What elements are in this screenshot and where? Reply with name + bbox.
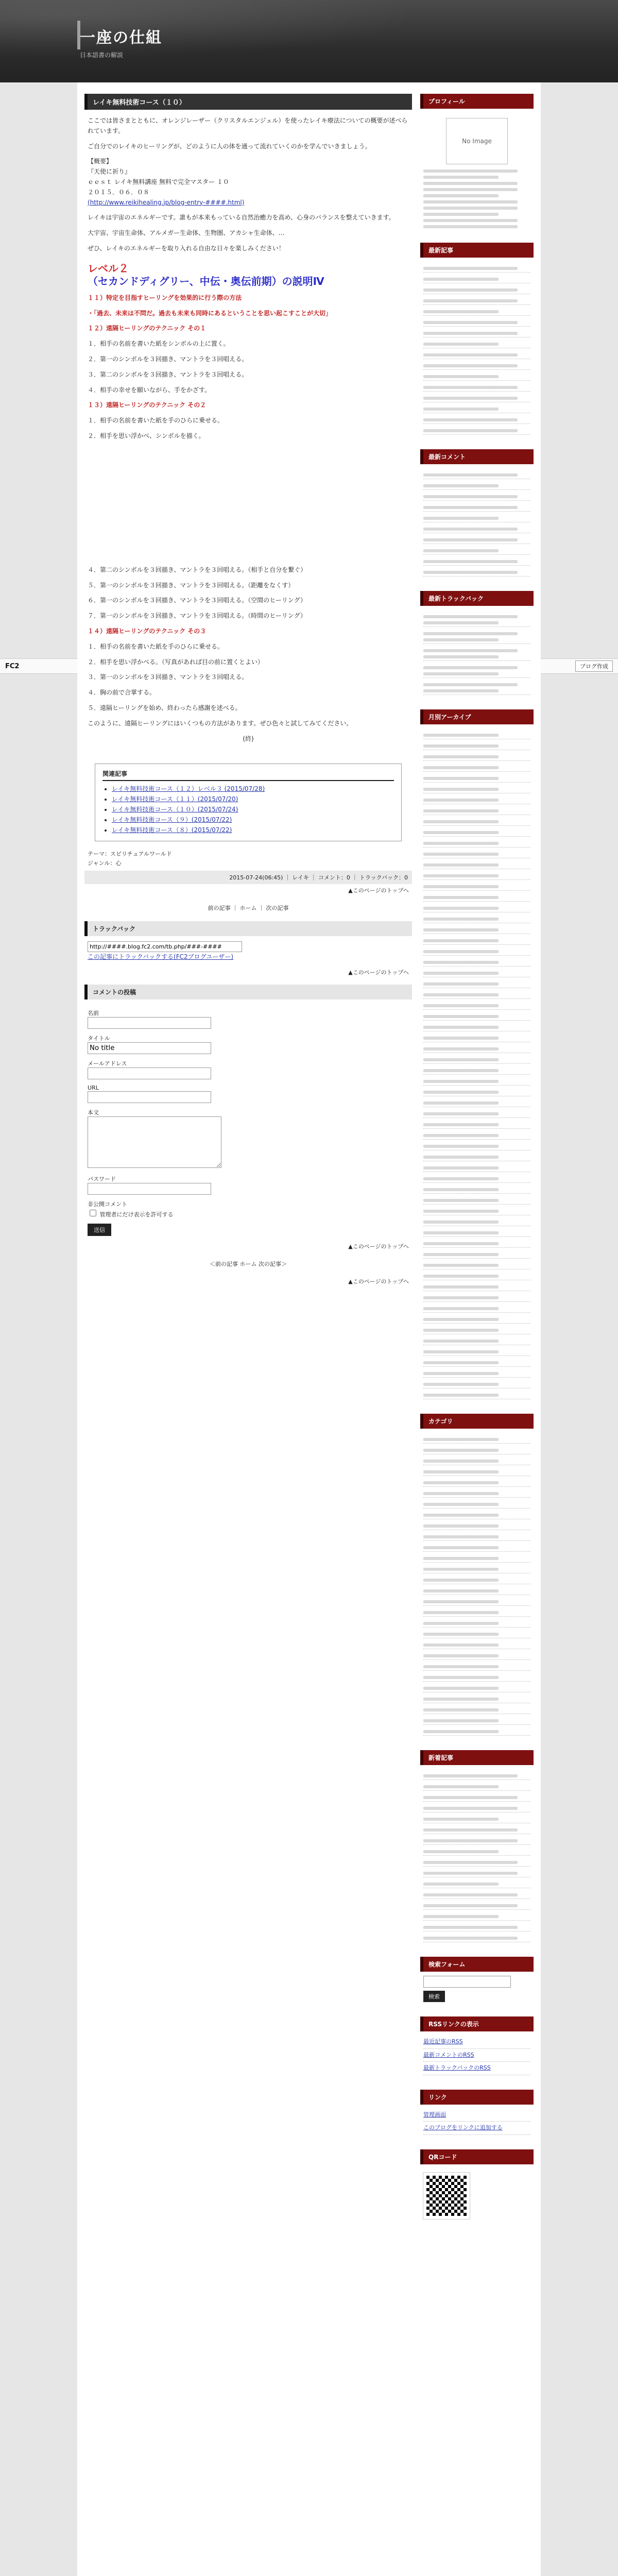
bottom-pager[interactable]: ＜前の記事 ホーム 次の記事＞ (210, 1261, 287, 1268)
recent-comment-item[interactable] (423, 468, 530, 479)
rss-title: RSSリンクの表示 (420, 2016, 534, 2031)
archive-item[interactable] (423, 956, 530, 967)
meta-line: 『天使に祈り』 (88, 168, 131, 176)
step: ６．第一のシンボルを３回描き、マントラを３回唱える。（空間のヒーリング） (88, 597, 306, 604)
archive-item[interactable] (423, 1388, 530, 1399)
step: ２．第一のシンボルを３回描き、マントラを３回唱える。 (88, 355, 248, 363)
new-post-item[interactable] (423, 1867, 530, 1877)
profile-body (420, 109, 534, 232)
category-item[interactable] (423, 1714, 530, 1725)
category-item[interactable] (423, 1692, 530, 1703)
rss-item (423, 2036, 530, 2049)
related-post-link[interactable]: レイキ無料技術コース（９）(2015/07/22) (112, 816, 232, 824)
category-item[interactable] (423, 1606, 530, 1617)
profile-widget (420, 94, 534, 232)
step: ７．第一のシンボルを３回描き、マントラを３回唱える。（時間のヒーリング） (88, 612, 306, 620)
profile-text-line (423, 200, 518, 204)
rss-widget (420, 2016, 534, 2079)
spacer (88, 447, 409, 565)
new-post-item[interactable] (423, 1769, 530, 1780)
archive-item[interactable] (423, 988, 530, 999)
category-title: カテゴリ (420, 1414, 534, 1429)
search-title: 検索フォーム (420, 1957, 534, 1972)
category-item[interactable] (423, 1563, 530, 1573)
recent-post-item[interactable] (423, 337, 530, 348)
step: ２．相手を思い浮かべ、シンボルを描く。 (88, 432, 205, 439)
recent-post-item[interactable] (423, 327, 530, 337)
related-post-item (112, 794, 394, 803)
category-item[interactable] (423, 1628, 530, 1638)
entry-paragraph: ぜひ、レイキのエネルギーを取り入れる自由な日々を楽しみください！ (88, 244, 285, 252)
recent-post-item[interactable] (423, 424, 530, 435)
red-heading: １３）遠隔ヒーリングのテクニック その２ (88, 401, 207, 409)
sidebar (420, 94, 534, 2238)
category-item[interactable] (423, 1519, 530, 1530)
category-item[interactable] (423, 1509, 530, 1519)
category-item[interactable] (423, 1454, 530, 1465)
recent-trackback-item[interactable] (423, 627, 530, 644)
profile-image: No Image (446, 118, 508, 164)
red-heading: １４）遠隔ヒーリングのテクニック その３ (88, 627, 207, 635)
new-post-item[interactable] (423, 1780, 530, 1791)
name-label: 名前 (88, 1010, 99, 1017)
new-post-item[interactable] (423, 1931, 530, 1942)
step: ５．遠隔ヒーリングを始め、終わったら感謝を述べる。 (88, 704, 242, 711)
profile-text-line (423, 182, 518, 185)
category-list (423, 1433, 530, 1736)
recent-posts-list (423, 262, 530, 435)
title-label: タイトル (88, 1035, 110, 1042)
recent-post-item[interactable] (423, 316, 530, 327)
site-description: 日本語書の解説 (80, 52, 124, 59)
related-post-link[interactable]: レイキ無料技術コース（１０）(2015/07/24) (112, 806, 238, 814)
new-post-item[interactable] (423, 1791, 530, 1802)
step: ３．第一のシンボルを３回描き、マントラを３回唱える。 (88, 673, 248, 681)
profile-text-line (423, 194, 499, 197)
new-post-item[interactable] (423, 1834, 530, 1845)
archive-item[interactable] (423, 1302, 530, 1313)
archive-item[interactable] (423, 869, 530, 880)
new-posts-title: 新着記事 (420, 1750, 534, 1765)
recent-trackbacks-list (423, 610, 530, 695)
trackback-link[interactable]: この記事にトラックバックする(FC2ブログユーザー) (88, 953, 234, 961)
archive-item[interactable] (423, 1259, 530, 1269)
profile-text-line (423, 170, 518, 173)
page-top-link[interactable]: ▲このページのトップへ (348, 887, 409, 894)
section-heading (88, 262, 409, 288)
recent-post-item[interactable] (423, 283, 530, 294)
body-label: 本文 (88, 1109, 99, 1116)
archive-item[interactable] (423, 999, 530, 1010)
archive-item[interactable] (423, 1150, 530, 1161)
recent-post-item[interactable] (423, 262, 530, 273)
archive-item[interactable] (423, 761, 530, 772)
recent-post-item[interactable] (423, 370, 530, 381)
qr-code-image (423, 2173, 470, 2219)
archive-item[interactable] (423, 1118, 530, 1129)
related-post-link[interactable]: レイキ無料技術コース（１１）(2015/07/20) (112, 795, 238, 803)
archive-item[interactable] (423, 1129, 530, 1140)
recent-trackback-item[interactable] (423, 644, 530, 661)
link-item (423, 2109, 530, 2122)
page-top-link[interactable]: ▲このページのトップへ (348, 969, 409, 976)
recent-comment-item[interactable] (423, 555, 530, 566)
submit-button[interactable]: 送信 (88, 1224, 111, 1236)
red-note: ・「過去、未来は不問だ。過去も未来も同時にあるということを思い起こすことが大切」 (88, 309, 332, 317)
archive-item[interactable] (423, 1280, 530, 1291)
entry-body (84, 110, 412, 755)
archive-item[interactable] (423, 1367, 530, 1378)
related-post-item (112, 815, 394, 824)
archive-item[interactable] (423, 1345, 530, 1356)
archive-item[interactable] (423, 1086, 530, 1096)
rss-item (423, 2062, 530, 2075)
search-button[interactable]: 検索 (423, 1991, 445, 2002)
archive-item[interactable] (423, 1378, 530, 1388)
comment-form-title: コメントの投稿 (84, 985, 412, 999)
site-header (0, 0, 618, 82)
archive-item[interactable] (423, 902, 530, 912)
category-item[interactable] (423, 1487, 530, 1498)
archive-item[interactable] (423, 848, 530, 858)
recent-trackback-item[interactable] (423, 678, 530, 695)
archive-item[interactable] (423, 1064, 530, 1075)
related-post-link[interactable]: レイキ無料技術コース（１２）レベル３ (2015/07/28) (112, 785, 265, 793)
new-post-item[interactable] (423, 1812, 530, 1823)
search-widget (420, 1957, 534, 2006)
meta-line: ｅｅｓｔ レイキ無料講座 無料で完全マスター １０ (88, 178, 229, 185)
archive-item[interactable] (423, 1237, 530, 1248)
archive-title: 月別アーカイブ (420, 709, 534, 724)
recent-comments-widget (420, 449, 534, 581)
category-item[interactable] (423, 1530, 530, 1541)
entry-paragraph: ご自分でのレイキのヒーリングが、どのように人の体を通って流れていくのかを学んでいきましょう。 (88, 142, 371, 150)
recent-posts-widget (420, 243, 534, 439)
recent-post-item[interactable] (423, 402, 530, 413)
recent-post-item[interactable] (423, 348, 530, 359)
archive-item[interactable] (423, 1269, 530, 1280)
recent-post-item[interactable] (423, 381, 530, 392)
category-item[interactable] (423, 1541, 530, 1552)
trackback-box (84, 936, 412, 966)
profile-text-line (423, 213, 499, 216)
recent-post-item[interactable] (423, 273, 530, 283)
entry-title[interactable]: レイキ無料技術コース（１０） (84, 94, 412, 110)
archive-item[interactable] (423, 793, 530, 804)
archive-item[interactable] (423, 1021, 530, 1031)
step: ５．第一のシンボルを３回描き、マントラを３回唱える。（距離をなくす） (88, 581, 295, 589)
recent-comment-item[interactable] (423, 566, 530, 577)
comment-body-textarea[interactable] (88, 1116, 221, 1168)
step: １．相手の名前を書いた紙を手のひらに乗せる。 (88, 642, 224, 650)
archive-item[interactable] (423, 945, 530, 956)
category-item[interactable] (423, 1584, 530, 1595)
archive-item[interactable] (423, 1172, 530, 1183)
section-heading-sub: （セカンドディグリー、中伝・奥伝前期）の説明Ⅳ (88, 275, 324, 287)
category-item[interactable] (423, 1552, 530, 1563)
category-item[interactable] (423, 1649, 530, 1660)
recent-comment-item[interactable] (423, 479, 530, 490)
archive-item[interactable] (423, 837, 530, 848)
secret-checkbox[interactable] (90, 1210, 96, 1216)
category-item[interactable] (423, 1465, 530, 1476)
new-post-item[interactable] (423, 1877, 530, 1888)
new-post-item[interactable] (423, 1845, 530, 1856)
archive-item[interactable] (423, 1226, 530, 1237)
new-posts-list (423, 1769, 530, 1942)
archive-item[interactable] (423, 772, 530, 783)
header-title-wrap (80, 25, 162, 59)
archive-item[interactable] (423, 1075, 530, 1086)
category-widget (420, 1414, 534, 1740)
related-posts-list (102, 784, 394, 834)
rss-link[interactable]: 最新トラックバックのRSS (423, 2064, 491, 2071)
archive-item[interactable] (423, 1161, 530, 1172)
entry-paragraph: 大宇宙、宇宙生命体、アルメガー生命体、生物圏、アカシャ生命体、… (88, 229, 285, 237)
entry-tags (88, 850, 409, 868)
category-item[interactable] (423, 1476, 530, 1487)
related-posts-title: 関連記事 (102, 769, 394, 781)
fc2-logo[interactable]: FC2 (5, 662, 20, 670)
related-post-link[interactable]: レイキ無料技術コース（８）(2015/07/22) (112, 826, 232, 834)
archive-item[interactable] (423, 804, 530, 815)
recent-comment-item[interactable] (423, 544, 530, 555)
step: ２．相手を思い浮かべる。（写真があれば目の前に置くとよい） (88, 658, 264, 666)
entry-paragraph: レイキは宇宙のエネルギーです。誰もが本来もっている自然治癒力を高め、心身のバランスを整えていきます。 (88, 214, 395, 222)
archive-item[interactable] (423, 1313, 530, 1324)
archive-item[interactable] (423, 923, 530, 934)
main-content (84, 94, 412, 1294)
archive-item[interactable] (423, 912, 530, 923)
recent-post-item[interactable] (423, 413, 530, 424)
recent-comment-item[interactable] (423, 533, 530, 544)
archive-item[interactable] (423, 977, 530, 988)
trackback-url-input[interactable] (88, 941, 242, 952)
category-item[interactable] (423, 1433, 530, 1444)
new-posts-widget (420, 1750, 534, 1946)
step: ４．第二のシンボルを３回描き、マントラを３回唱える。（相手と自分を繋ぐ） (88, 566, 307, 573)
trackback-title: トラックバック (84, 921, 412, 936)
email-label: メールアドレス (88, 1060, 127, 1067)
new-post-item[interactable] (423, 1888, 530, 1899)
archive-item[interactable] (423, 1291, 530, 1302)
category-item[interactable] (423, 1444, 530, 1454)
meta-line: ２０１５．０６．０８ (88, 188, 150, 196)
entry-footer: 2015-07-24(06:45) ｜ レイキ ｜ コメント：0 ｜ トラックバック：0 (84, 871, 412, 884)
link-add-blog[interactable]: このブログをリンクに追加する (423, 2124, 503, 2131)
category-item[interactable] (423, 1498, 530, 1509)
related-post-item (112, 784, 394, 793)
profile-text-line (423, 176, 499, 179)
profile-title: プロフィール (420, 94, 534, 109)
red-heading: １２）遠隔ヒーリングのテクニック その１ (88, 325, 207, 332)
search-input[interactable] (423, 1976, 511, 1988)
category-item[interactable] (423, 1573, 530, 1584)
archive-item[interactable] (423, 967, 530, 977)
category-item[interactable] (423, 1595, 530, 1606)
links-widget (420, 2090, 534, 2139)
secret-option-row (88, 1208, 409, 1218)
source-link[interactable]: (http://www.reikihealing.jp/blog-entry-####.html) (88, 198, 245, 206)
entry-meta-block (88, 157, 409, 208)
new-post-item[interactable] (423, 1802, 530, 1812)
password-input[interactable] (88, 1183, 211, 1195)
archive-item[interactable] (423, 880, 530, 891)
recent-post-item[interactable] (423, 305, 530, 316)
archive-item[interactable] (423, 1053, 530, 1064)
qr-title: QRコード (420, 2149, 534, 2164)
profile-text-line (423, 219, 518, 222)
archive-item[interactable] (423, 1042, 530, 1053)
entry-paragraph: このように、遠隔ヒーリングにはいくつもの方法があります。ぜひ色々と試してみてください。 (88, 719, 353, 727)
archive-item[interactable] (423, 739, 530, 750)
section-heading-level: レベル２ (88, 262, 129, 275)
step: ３．第二のシンボルを３回描き、マントラを３回唱える。 (88, 370, 248, 378)
secret-option-label: 管理者にだけ表示を許可する (99, 1211, 174, 1218)
archive-item[interactable] (423, 1356, 530, 1367)
related-post-item (112, 825, 394, 834)
archive-item[interactable] (423, 783, 530, 793)
links-list (423, 2109, 530, 2135)
archive-item[interactable] (423, 728, 530, 739)
fc2-create-blog-button[interactable]: ブログ作成 (575, 660, 613, 672)
category-item[interactable] (423, 1617, 530, 1628)
new-post-item[interactable] (423, 1921, 530, 1931)
rss-list (423, 2036, 530, 2075)
recent-trackbacks-title: 最新トラックバック (420, 591, 534, 606)
archive-item[interactable] (423, 1010, 530, 1021)
profile-text-line (423, 188, 518, 191)
related-post-item (112, 805, 394, 814)
recent-trackbacks-widget (420, 591, 534, 699)
new-post-item[interactable] (423, 1856, 530, 1867)
step: １．相手の名前を書いた紙を手のひらに乗せる。 (88, 417, 224, 425)
recent-post-item[interactable] (423, 392, 530, 402)
recent-comment-item[interactable] (423, 522, 530, 533)
new-post-item[interactable] (423, 1823, 530, 1834)
email-input[interactable] (88, 1067, 211, 1079)
archive-item[interactable] (423, 826, 530, 837)
new-post-item[interactable] (423, 1910, 530, 1921)
category-item[interactable] (423, 1682, 530, 1692)
link-item (423, 2122, 530, 2135)
related-posts (95, 764, 402, 841)
category-item[interactable] (423, 1703, 530, 1714)
red-heading: １１）特定を目指すヒーリングを効果的に行う際の方法 (88, 294, 242, 301)
category-item[interactable] (423, 1725, 530, 1736)
archive-item[interactable] (423, 1194, 530, 1205)
archive-item[interactable] (423, 858, 530, 869)
entry-genre[interactable]: ジャンル：心 (88, 859, 122, 867)
meta-line: 【概要】 (88, 158, 113, 165)
url-input[interactable] (88, 1091, 211, 1103)
recent-posts-title: 最新記事 (420, 243, 534, 258)
archive-list (423, 728, 530, 1399)
rss-item (423, 2049, 530, 2062)
profile-text-line (423, 225, 518, 228)
archive-item[interactable] (423, 1107, 530, 1118)
archive-item[interactable] (423, 1031, 530, 1042)
entry-paragraph: ここでは皆さまとともに、オレンジレーザー（クリスタルエンジェル）を使ったレイキ療法についての概要が述べられています。 (88, 117, 408, 134)
new-post-item[interactable] (423, 1899, 530, 1910)
page-top-link[interactable]: ▲このページのトップへ (348, 1278, 409, 1285)
archive-item[interactable] (423, 1324, 530, 1334)
archive-item[interactable] (423, 1205, 530, 1215)
url-label: URL (88, 1084, 99, 1092)
archive-item[interactable] (423, 1334, 530, 1345)
entry-pager[interactable]: 前の記事 ｜ ホーム ｜ 次の記事 (208, 905, 289, 912)
rss-link[interactable]: 最新コメントのRSS (423, 2051, 474, 2058)
recent-post-item[interactable] (423, 359, 530, 370)
site-title[interactable]: 一座の仕組 (80, 29, 162, 47)
entry-theme[interactable]: テーマ：スピリチュアルワールド (88, 851, 172, 858)
archive-item[interactable] (423, 1096, 530, 1107)
page-container (77, 82, 541, 2576)
archive-item[interactable] (423, 1215, 530, 1226)
comment-form (84, 999, 412, 1240)
archive-item[interactable] (423, 891, 530, 902)
archive-item[interactable] (423, 1183, 530, 1194)
page-top-link[interactable]: ▲このページのトップへ (348, 1243, 409, 1250)
recent-comment-item[interactable] (423, 490, 530, 501)
recent-comments-title: 最新コメント (420, 449, 534, 464)
recent-comments-list (423, 468, 530, 577)
step: ４．相手の幸せを願いながら、手をかざす。 (88, 386, 211, 394)
rss-link[interactable]: 最近記事のRSS (423, 2038, 463, 2045)
category-item[interactable] (423, 1660, 530, 1671)
link-admin[interactable]: 管理画面 (423, 2111, 446, 2118)
step: ４．胸の前で合掌する。 (88, 689, 156, 697)
category-item[interactable] (423, 1638, 530, 1649)
secret-label: 非公開コメント (88, 1201, 127, 1208)
archive-item[interactable] (423, 750, 530, 761)
end-mark: (終) (243, 735, 254, 742)
recent-comment-item[interactable] (423, 512, 530, 522)
name-input[interactable] (88, 1017, 211, 1029)
archive-item[interactable] (423, 1248, 530, 1259)
category-item[interactable] (423, 1671, 530, 1682)
title-input[interactable] (88, 1042, 211, 1054)
archive-item[interactable] (423, 1140, 530, 1150)
password-label: パスワード (88, 1176, 116, 1183)
step: １．相手の名前を書いた紙をシンボルの上に置く。 (88, 340, 230, 348)
recent-trackback-item[interactable] (423, 661, 530, 678)
recent-post-item[interactable] (423, 294, 530, 305)
recent-comment-item[interactable] (423, 501, 530, 512)
archive-widget (420, 709, 534, 1403)
archive-item[interactable] (423, 934, 530, 945)
links-title: リンク (420, 2090, 534, 2105)
archive-item[interactable] (423, 815, 530, 826)
qr-widget (420, 2149, 534, 2227)
profile-text-line (423, 207, 518, 210)
recent-trackback-item[interactable] (423, 610, 530, 627)
